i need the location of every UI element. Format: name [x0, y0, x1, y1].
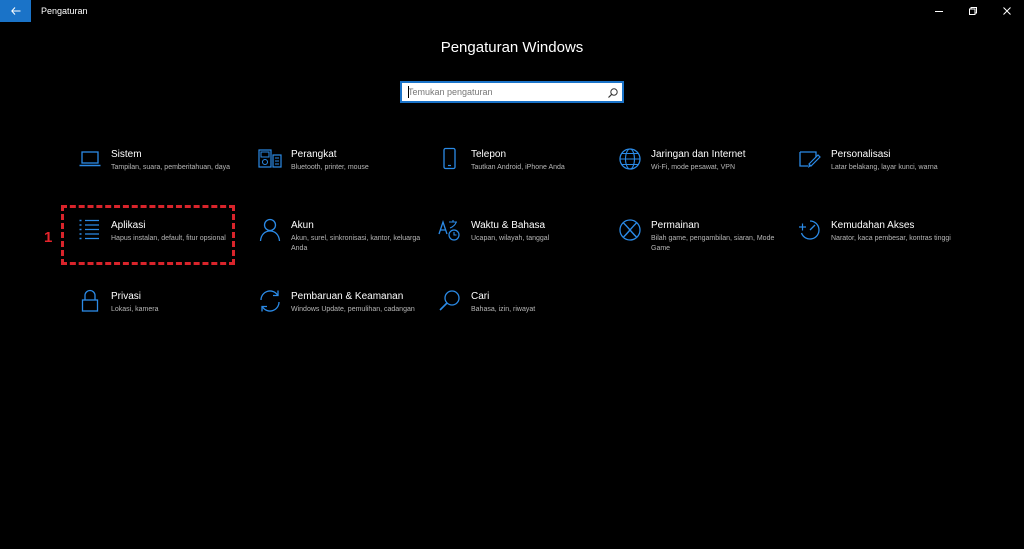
- tile-description: Tampilan, suara, pemberitahuan, daya: [111, 164, 231, 171]
- tile-telepon[interactable]: [438, 147, 608, 197]
- tile-title: Cari: [471, 291, 490, 302]
- tile-description: Akun, surel, sinkronisasi, kantor, keluarga Anda: [291, 235, 421, 252]
- close-button[interactable]: [990, 0, 1024, 22]
- time-language-icon: [438, 218, 462, 242]
- page-title: Pengaturan Windows: [440, 39, 584, 56]
- paint-icon: [798, 147, 822, 171]
- tile-description: Windows Update, pemulihan, cadangan: [291, 306, 415, 313]
- tile-description: Wi-Fi, mode pesawat, VPN: [651, 164, 736, 171]
- tile-description: Ucapan, wilayah, tanggal: [471, 235, 550, 242]
- tile-description: Narator, kaca pembesar, kontras tinggi: [831, 235, 951, 242]
- tile-permainan[interactable]: [618, 218, 788, 268]
- search-button[interactable]: [607, 86, 619, 98]
- tile-kemudahan-akses[interactable]: [798, 218, 968, 268]
- tile-title: Kemudahan Akses: [831, 220, 915, 231]
- tile-jaringan[interactable]: [618, 147, 788, 197]
- phone-icon: [438, 147, 462, 171]
- tile-title: Sistem: [111, 149, 142, 160]
- tile-description: Bilah game, pengambilan, siaran, Mode Game: [651, 235, 775, 252]
- restore-icon: [969, 7, 977, 15]
- window-title: Pengaturan: [41, 6, 88, 16]
- back-arrow-icon: [11, 7, 21, 15]
- tile-privasi[interactable]: [78, 289, 248, 339]
- magnifier-icon: [607, 87, 619, 99]
- tile-akun[interactable]: [258, 218, 428, 268]
- tile-title: Aplikasi: [111, 220, 146, 231]
- search-box[interactable]: [400, 81, 624, 103]
- tile-title: Akun: [291, 220, 314, 231]
- tile-description: Latar belakang, layar kunci, warna: [831, 164, 938, 171]
- step-marker: 1: [44, 229, 53, 246]
- tile-pembaruan-keamanan[interactable]: [258, 289, 428, 339]
- ease-of-access-icon: [798, 218, 822, 242]
- window-controls: [922, 0, 1024, 22]
- highlight-box: [61, 205, 235, 265]
- back-button[interactable]: [0, 0, 31, 22]
- tile-description: Bahasa, izin, riwayat: [471, 306, 536, 313]
- tile-description: Hapus instalan, default, fitur opsional: [111, 235, 226, 242]
- tile-title: Perangkat: [291, 149, 337, 160]
- tile-title: Telepon: [471, 149, 507, 160]
- restore-button[interactable]: [956, 0, 990, 22]
- title-bar: [0, 0, 1024, 22]
- minimize-button[interactable]: [922, 0, 956, 22]
- tile-personalisasi[interactable]: [798, 147, 968, 197]
- tile-description: Bluetooth, printer, mouse: [291, 164, 369, 171]
- lock-icon: [78, 289, 102, 313]
- tile-description: Tautkan Android, iPhone Anda: [471, 164, 565, 171]
- tile-title: Privasi: [111, 291, 142, 302]
- laptop-icon: [78, 147, 102, 171]
- close-icon: [1003, 7, 1011, 15]
- sync-icon: [258, 289, 282, 313]
- tile-description: Lokasi, kamera: [111, 306, 159, 313]
- keyboard-devices-icon: [258, 147, 282, 171]
- tile-title: Personalisasi: [831, 149, 891, 160]
- tile-cari[interactable]: [438, 289, 608, 339]
- tile-title: Jaringan dan Internet: [651, 149, 746, 160]
- xbox-icon: [618, 218, 642, 242]
- search-icon: [438, 289, 462, 313]
- tile-perangkat[interactable]: [258, 147, 428, 197]
- tile-title: Waktu & Bahasa: [471, 220, 546, 231]
- tile-title: Pembaruan & Keamanan: [291, 291, 404, 302]
- globe-icon: [618, 147, 642, 171]
- minimize-icon: [935, 7, 943, 15]
- tile-sistem[interactable]: [78, 147, 248, 197]
- person-icon: [258, 218, 282, 242]
- tile-title: Permainan: [651, 220, 700, 231]
- tile-waktu-bahasa[interactable]: [438, 218, 608, 268]
- search-input[interactable]: [408, 85, 604, 99]
- text-caret: [408, 86, 409, 98]
